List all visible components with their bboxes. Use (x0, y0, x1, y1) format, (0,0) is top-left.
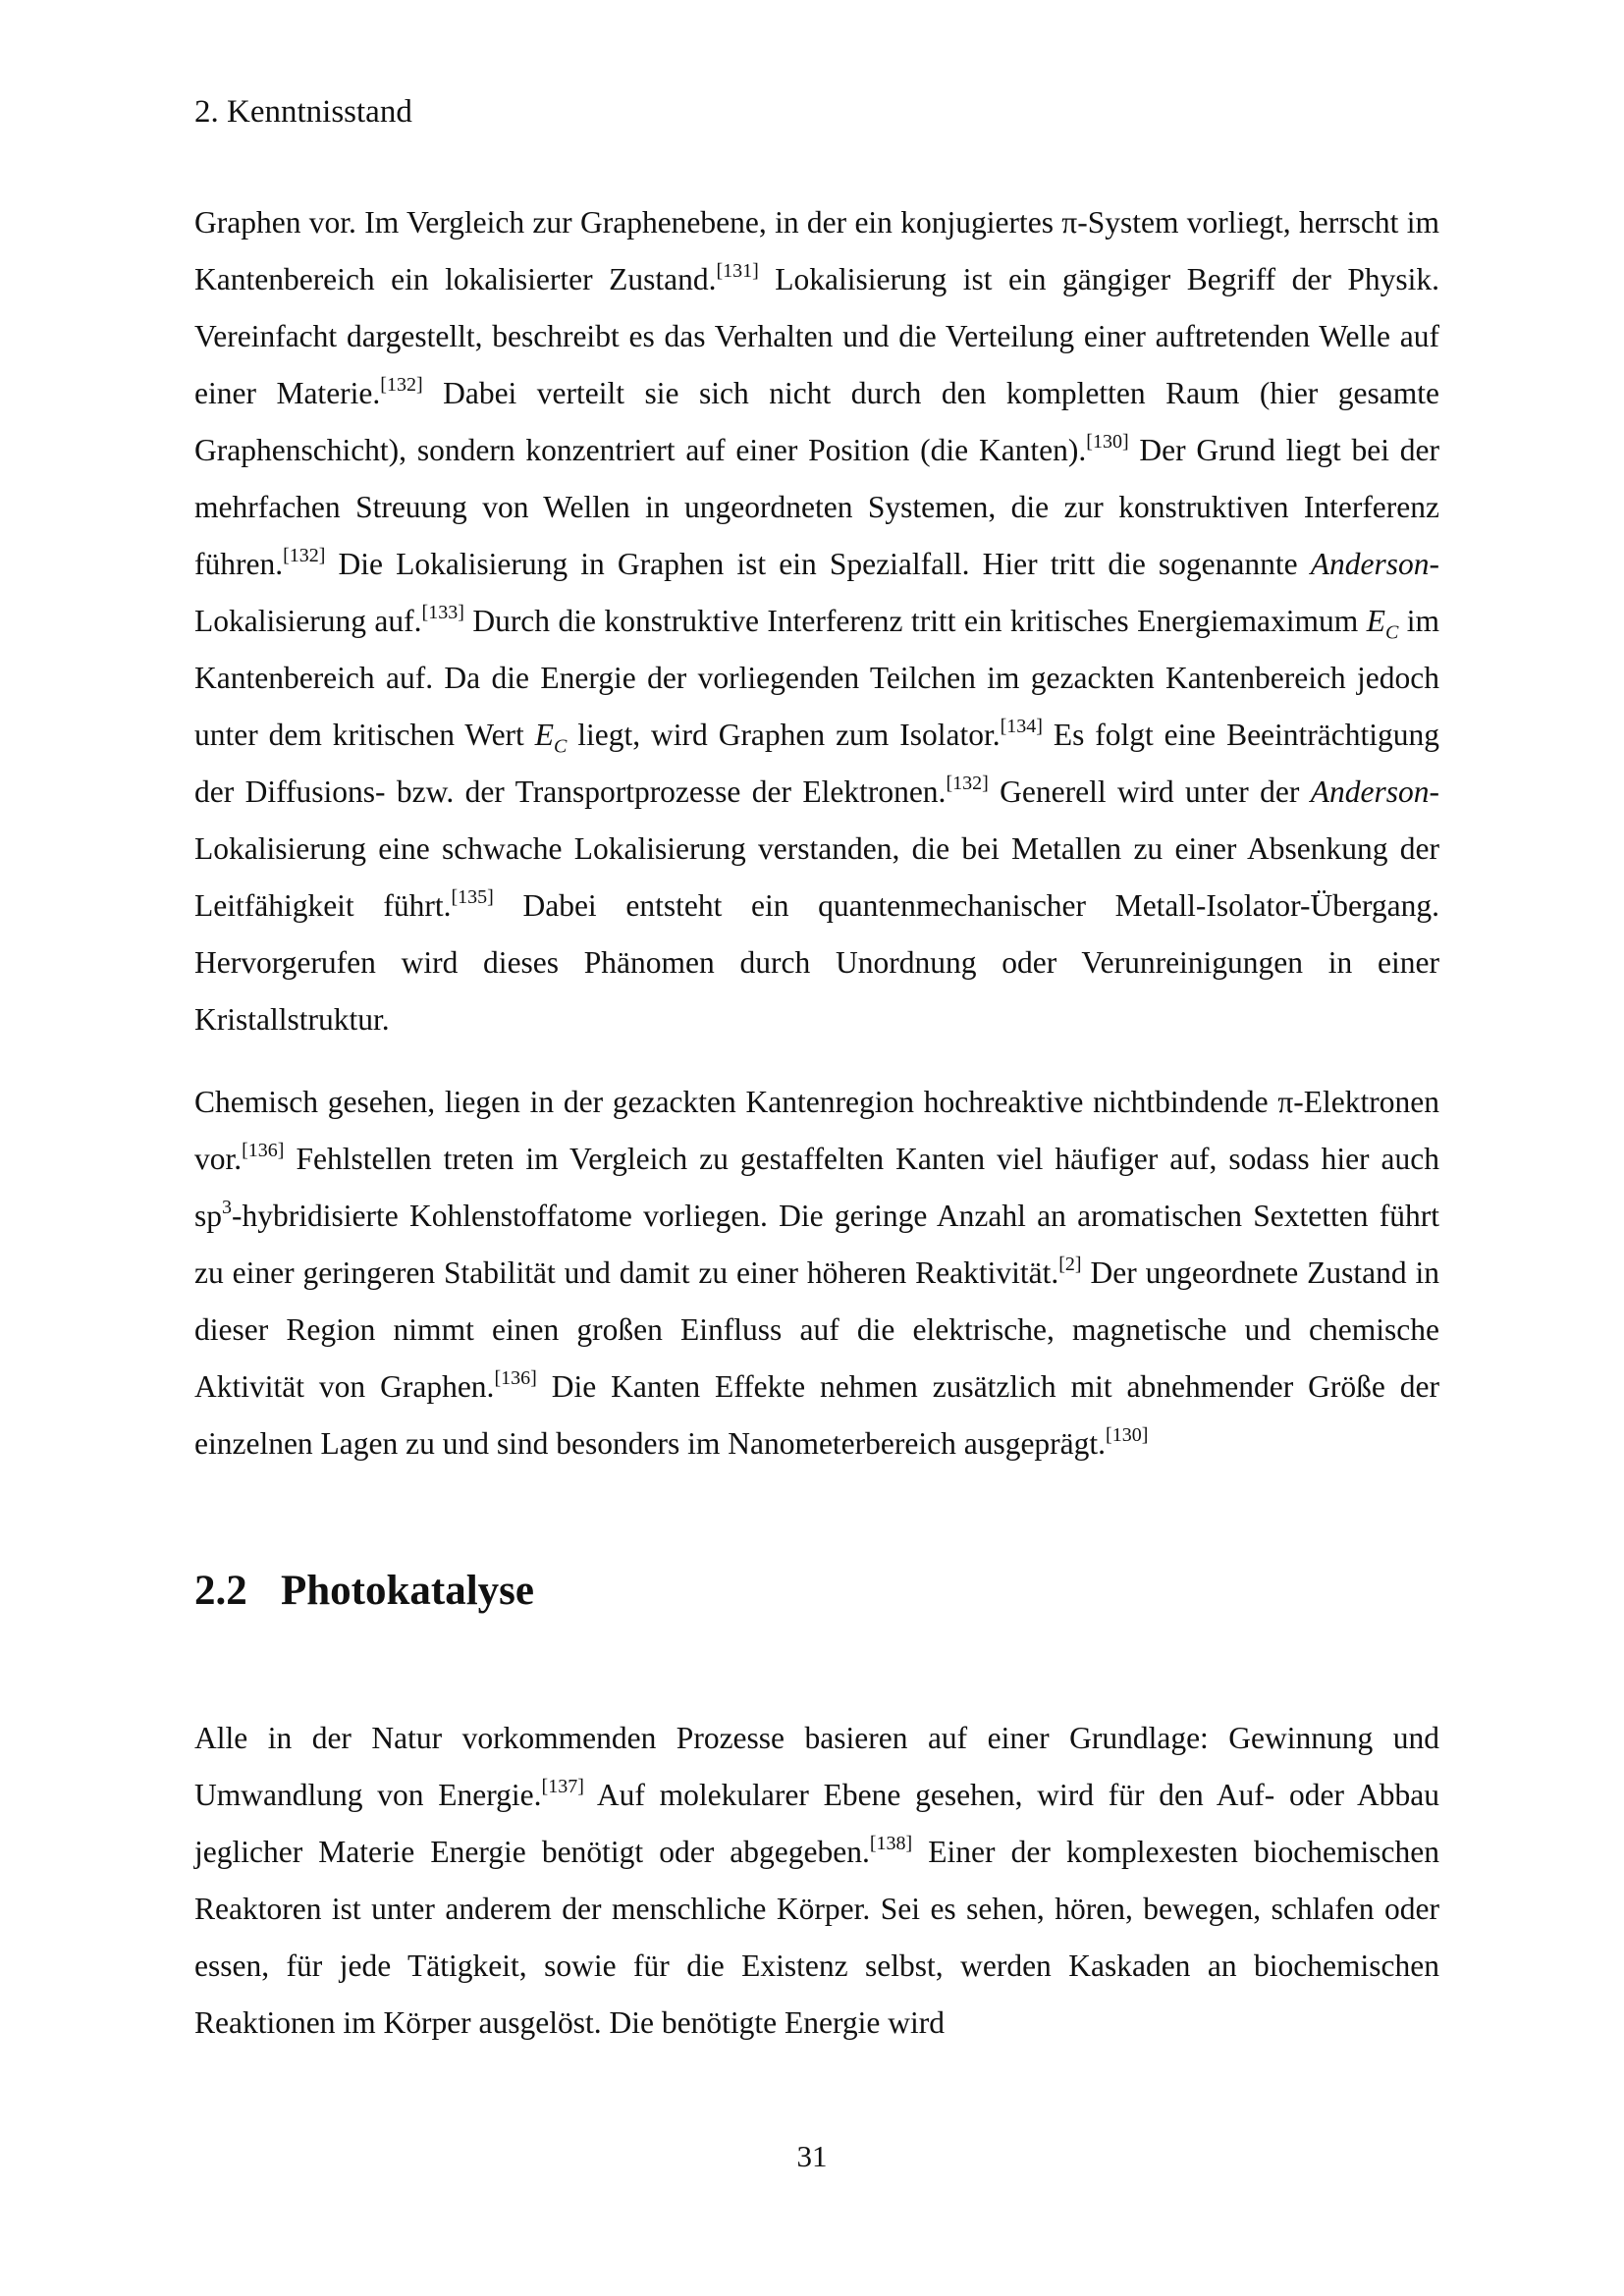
paragraph-text: Fehlstellen treten im Vergleich zu gestaffelten Kanten viel häufiger auf, sodass hier auch sp (194, 1142, 1439, 1233)
citation-superscript: [138] (869, 1832, 913, 1854)
section-number: 2.2 (194, 1568, 247, 1614)
citation-superscript: [135] (451, 885, 494, 908)
page-number: 31 (796, 2139, 828, 2173)
citation-superscript: 3 (222, 1196, 233, 1218)
citation-superscript: [131] (716, 259, 759, 282)
body-paragraph (194, 1074, 1439, 1472)
paragraph-text: Einer der komplexesten biochemischen Reaktoren ist unter anderem der menschliche Körper. Sei es sehen, hören, bewegen, schlafen oder essen, für jede Tätigkeit, sowie für die Existenz selbst, werden Kaskaden an biochemischen Reaktionen im Körper ausgelöst. Die benötigte Energie wird (194, 1835, 1439, 2040)
body-paragraph (194, 194, 1439, 1048)
page-body (194, 194, 1439, 2052)
paragraph-text: Graphen vor. Im Vergleich zur Graphenebene, in der ein konjugiertes π-System vorliegt, herrscht im Kantenbereich ein lokalisierter Zustand. (194, 205, 1439, 296)
citation-superscript: [136] (242, 1139, 285, 1161)
paragraph-text: im Kantenbereich auf. Da die Energie der vorliegenden Teilchen im gezackten Kantenbereich jedoch unter dem kritischen Wert (194, 604, 1439, 752)
italic-text: E (534, 718, 554, 752)
body-paragraph (194, 1710, 1439, 2052)
citation-superscript: [132] (283, 544, 326, 566)
paragraph-text: Die Lokalisierung in Graphen ist ein Spezialfall. Hier tritt die sogenannte (325, 547, 1311, 581)
paragraph-text: -Lokalisierung eine schwache Lokalisierung verstanden, die bei Metallen zu einer Absenkung der Leitfähigkeit führt. (194, 774, 1439, 923)
paragraph-text: Auf molekularer Ebene gesehen, wird für den Auf- oder Abbau jeglicher Materie Energie benötigt oder abgegeben. (194, 1778, 1439, 1869)
citation-superscript: [136] (494, 1366, 537, 1389)
paragraph-text: liegt, wird Graphen zum Isolator. (567, 718, 1001, 752)
paragraph-text: Die Kanten Effekte nehmen zusätzlich mit abnehmender Größe der einzelnen Lagen zu und sind besonders im Nanometerbereich ausgeprägt. (194, 1369, 1439, 1461)
citation-superscript: [130] (1086, 430, 1129, 453)
citation-superscript: [137] (541, 1775, 584, 1797)
paragraph-text: Der Grund liegt bei der mehrfachen Streuung von Wellen in ungeordneten Systemen, die zur konstruktiven Interferenz führen. (194, 433, 1439, 581)
paragraph-text: Generell wird unter der (988, 774, 1311, 809)
subscript: C (553, 735, 568, 758)
section-title: Photokatalyse (281, 1568, 534, 1614)
italic-text: Anderson (1310, 547, 1430, 581)
section-heading (194, 1563, 1439, 1620)
italic-text: E (1366, 604, 1385, 638)
paragraph-text: -Lokalisierung auf. (194, 547, 1439, 638)
paragraph-text: -hybridisierte Kohlenstoffatome vorliegen. Die geringe Anzahl an aromatischen Sextetten führt zu einer geringeren Stabilität und damit zu einer höheren Reaktivität. (194, 1199, 1439, 1290)
citation-superscript: [134] (1000, 715, 1043, 737)
citation-superscript: [132] (946, 772, 989, 794)
italic-text: Anderson (1310, 774, 1430, 809)
paragraph-text: Dabei entsteht ein quantenmechanischer Metall-Isolator-Übergang. Hervorgerufen wird dieses Phänomen durch Unordnung oder Verunreinigungen in einer Kristallstruktur. (194, 888, 1439, 1037)
subscript: C (1384, 621, 1399, 644)
running-header: 2. Kenntnisstand (194, 94, 412, 130)
citation-superscript: [130] (1106, 1423, 1149, 1446)
citation-superscript: [132] (380, 373, 423, 396)
paragraph-text: Dabei verteilt sie sich nicht durch den kompletten Raum (hier gesamte Graphenschicht), sondern konzentriert auf einer Position (die Kanten). (194, 376, 1439, 467)
paragraph-text: Durch die konstruktive Interferenz tritt ein kritisches Energiemaximum (463, 604, 1367, 638)
citation-superscript: [2] (1058, 1253, 1082, 1275)
paragraph-text: Es folgt eine Beeinträchtigung der Diffusions- bzw. der Transportprozesse der Elektronen. (194, 718, 1439, 809)
paragraph-text: Chemisch gesehen, liegen in der gezackten Kantenregion hochreaktive nichtbindende π-Elektronen vor. (194, 1085, 1439, 1176)
paragraph-text: Der ungeordnete Zustand in dieser Region nimmt einen großen Einfluss auf die elektrische, magnetische und chemische Aktivität von Graphen. (194, 1255, 1440, 1404)
citation-superscript: [133] (421, 601, 464, 623)
paragraph-text: Alle in der Natur vorkommenden Prozesse basieren auf einer Grundlage: Gewinnung und Umwandlung von Energie. (194, 1721, 1439, 1812)
paragraph-text: Lokalisierung ist ein gängiger Begriff der Physik. Vereinfacht dargestellt, beschreibt es das Verhalten und die Verteilung einer auftretenden Welle auf einer Materie. (194, 262, 1439, 410)
